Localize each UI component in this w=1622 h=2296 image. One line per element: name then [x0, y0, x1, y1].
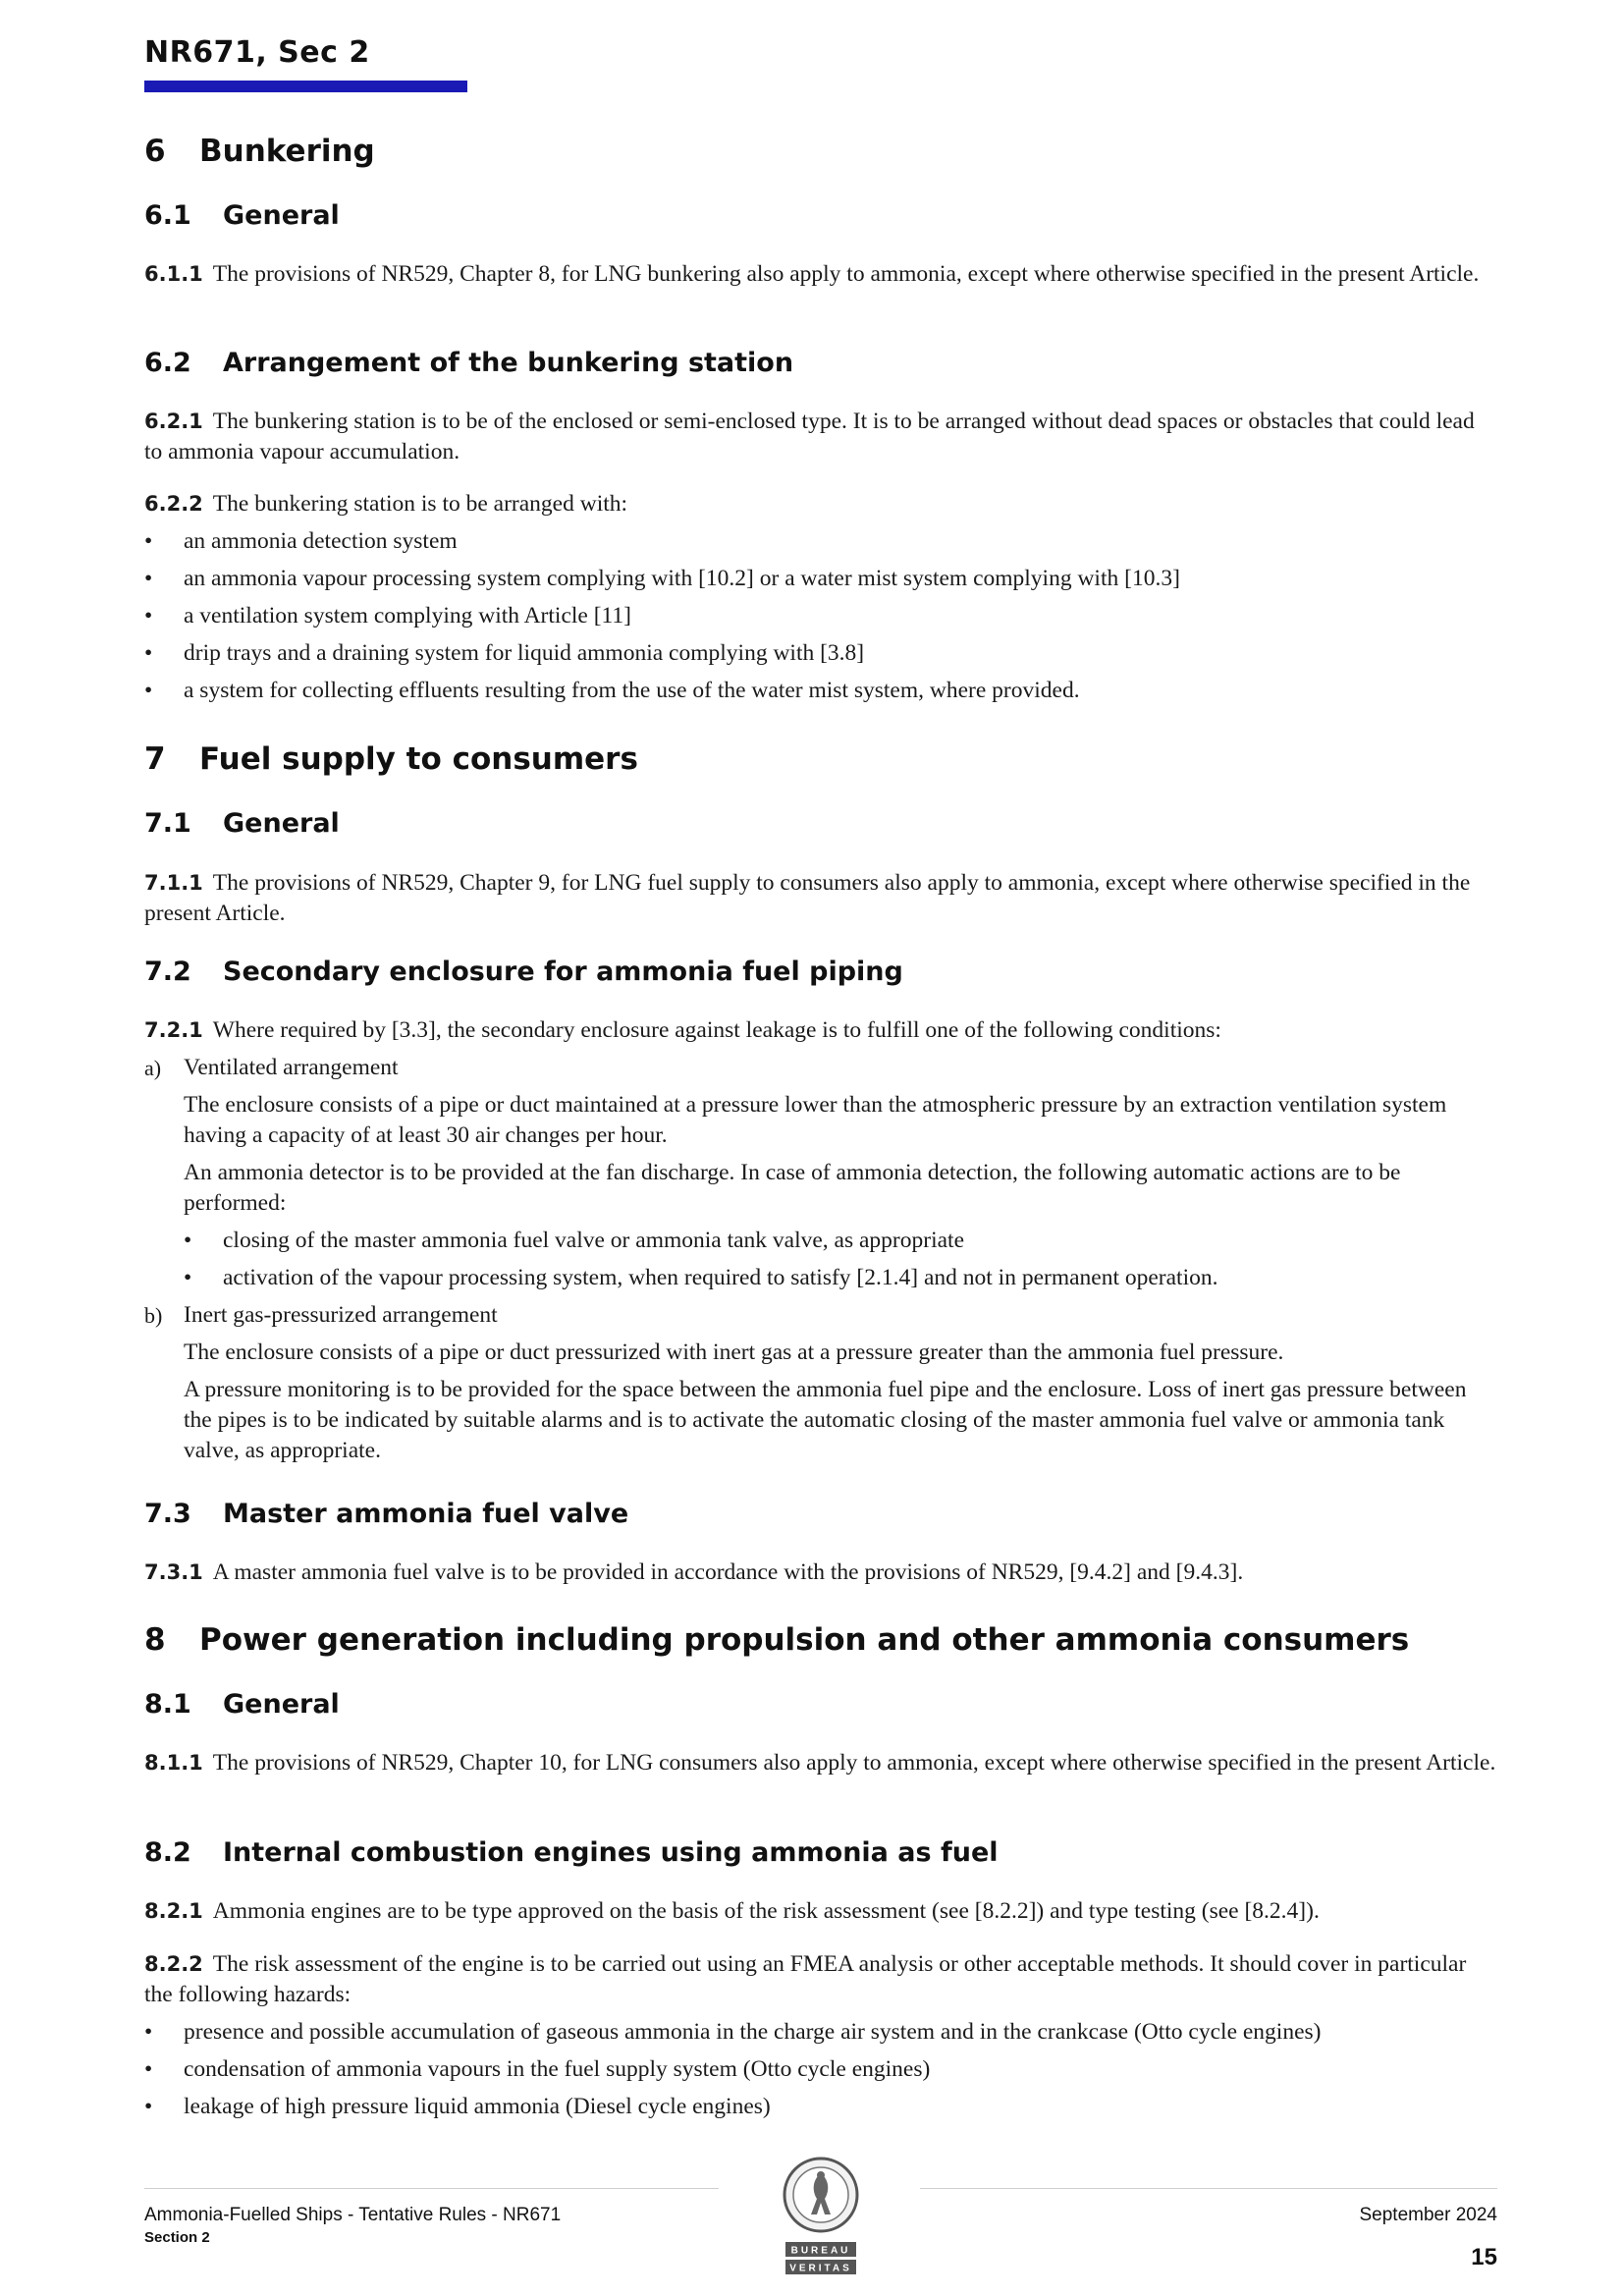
list-item: • condensation of ammonia vapours in the fuel supply system (Otto cycle engines)	[144, 2056, 931, 2082]
list-item: • presence and possible accumulation of gaseous ammonia in the charge air system and in the crankcase (Otto cycle engines)	[144, 2019, 1322, 2045]
article-number: 6.1.1	[144, 262, 203, 286]
list-item: • closing of the master ammonia fuel valve or ammonia tank valve, as appropriate	[184, 1228, 965, 1253]
subsection-8-1-heading	[144, 1689, 340, 1720]
subsection-number: 6.2	[144, 348, 191, 378]
logo-text-top: BUREAU	[790, 2245, 851, 2257]
subsection-title: Arrangement of the bunkering station	[223, 348, 794, 378]
article-7-1-1	[144, 868, 1497, 929]
subsection-title: General	[223, 200, 340, 231]
article-text: The risk assessment of the engine is to be carried out using an FMEA analysis or other acceptable methods. It should cover in particular the following hazards:	[144, 1951, 1467, 2007]
subsection-number: 8.1	[144, 1689, 191, 1720]
article-8-2-2	[144, 1949, 1497, 2010]
article-text: Ammonia engines are to be type approved on the basis of the risk assessment (see [8.2.2]) and type testing (see [8.2.4]).	[212, 1898, 1320, 1924]
article-7-2-1	[144, 1015, 1497, 1046]
footer-rule-right	[920, 2188, 1497, 2189]
option-title: Ventilated arrangement	[184, 1055, 399, 1080]
subsection-7-3-heading	[144, 1499, 628, 1529]
section-number: 7	[144, 741, 166, 777]
article-text: The provisions of NR529, Chapter 10, for LNG consumers also apply to ammonia, except where otherwise specified in the present Article.	[212, 1750, 1496, 1776]
option-b-para-2: A pressure monitoring is to be provided for the space between the ammonia fuel pipe and the enclosure. Loss of inert gas pressure between the pipes is to be indicated by suitable alarms and is to activate the automatic closing of the master ammonia fuel valve or ammonia tank valve, as appropriate.	[184, 1377, 1467, 1463]
article-number: 6.2.1	[144, 410, 203, 433]
list-item: • activation of the vapour processing system, when required to satisfy [2.1.4] and not in permanent operation.	[184, 1265, 1218, 1290]
article-text: Where required by [3.3], the secondary enclosure against leakage is to fulfill one of the following conditions:	[212, 1017, 1221, 1043]
list-item: • a system for collecting effluents resulting from the use of the water mist system, where provided.	[144, 678, 1080, 703]
subsection-number: 7.3	[144, 1499, 191, 1529]
subsection-7-2-heading	[144, 957, 903, 987]
footer-section: Section 2	[144, 2229, 210, 2246]
article-number: 8.1.1	[144, 1751, 203, 1775]
footer-document-title: Ammonia-Fuelled Ships - Tentative Rules - NR671	[144, 2205, 562, 2225]
article-text: The provisions of NR529, Chapter 9, for LNG fuel supply to consumers also apply to ammonia, except where otherwise specified in the present Article.	[144, 870, 1471, 926]
article-6-2-1	[144, 407, 1497, 467]
subsection-title: Master ammonia fuel valve	[223, 1499, 629, 1529]
subsection-number: 8.2	[144, 1837, 191, 1868]
list-item: • drip trays and a draining system for liquid ammonia complying with [3.8]	[144, 640, 865, 666]
option-title: Inert gas-pressurized arrangement	[184, 1302, 498, 1328]
article-number: 7.1.1	[144, 871, 203, 895]
article-number: 6.2.2	[144, 492, 203, 516]
subsection-number: 7.2	[144, 957, 191, 987]
option-label: a)	[144, 1056, 162, 1080]
subsection-8-2-heading	[144, 1837, 999, 1868]
footer-rule-left	[144, 2188, 719, 2189]
article-text: The bunkering station is to be of the enclosed or semi-enclosed type. It is to be arranged without dead spaces or obstacles that could lead to ammonia vapour accumulation.	[144, 409, 1475, 465]
article-number: 8.2.1	[144, 1899, 203, 1923]
subsection-number: 6.1	[144, 200, 191, 231]
section-7-heading	[144, 741, 638, 777]
article-text: The provisions of NR529, Chapter 8, for LNG bunkering also apply to ammonia, except where otherwise specified in the present Article.	[212, 261, 1480, 287]
option-label: b)	[144, 1303, 163, 1328]
section-title: Power generation including propulsion and other ammonia consumers	[199, 1622, 1410, 1658]
list-item: • leakage of high pressure liquid ammonia (Diesel cycle engines)	[144, 2094, 771, 2119]
subsection-title: General	[223, 808, 340, 839]
option-b-para-1: The enclosure consists of a pipe or duct pressurized with inert gas at a pressure greater than the ammonia fuel pressure.	[184, 1339, 1284, 1365]
subsection-title: Internal combustion engines using ammonia as fuel	[223, 1837, 999, 1868]
option-a-para-1: The enclosure consists of a pipe or duct maintained at a pressure lower than the atmospheric pressure by an extraction ventilation system having a capacity of at least 30 air changes per hour.	[184, 1092, 1447, 1148]
article-number: 7.3.1	[144, 1560, 203, 1584]
header-title: NR671, Sec 2	[144, 35, 370, 70]
article-6-1-1	[144, 259, 1497, 290]
section-8-heading	[144, 1622, 1409, 1658]
subsection-6-1-heading	[144, 200, 340, 231]
running-header	[144, 35, 370, 70]
article-6-2-2	[144, 489, 1497, 519]
subsection-title: General	[223, 1689, 340, 1720]
section-6-heading	[144, 134, 375, 169]
article-text: The bunkering station is to be arranged with:	[212, 491, 628, 517]
subsection-number: 7.1	[144, 808, 191, 839]
option-a-para-2: An ammonia detector is to be provided at the fan discharge. In case of ammonia detection, the following automatic actions are to be performed:	[184, 1160, 1401, 1216]
header-rule	[144, 81, 467, 92]
article-number: 8.2.2	[144, 1952, 203, 1976]
section-number: 8	[144, 1622, 166, 1658]
option-a	[144, 1053, 1497, 1083]
bureau-veritas-logo-icon	[772, 2154, 870, 2281]
list-item: • an ammonia detection system	[144, 528, 458, 554]
subsection-7-1-heading	[144, 808, 340, 839]
article-number: 7.2.1	[144, 1018, 203, 1042]
article-7-3-1	[144, 1558, 1497, 1588]
logo-text-bottom: VERITAS	[789, 2263, 852, 2274]
section-number: 6	[144, 134, 166, 169]
article-8-1-1	[144, 1748, 1497, 1778]
article-8-2-1	[144, 1896, 1497, 1927]
page-number: 15	[1471, 2244, 1497, 2270]
subsection-6-2-heading	[144, 348, 793, 378]
list-item: • a ventilation system complying with Article [11]	[144, 603, 631, 629]
subsection-title: Secondary enclosure for ammonia fuel piping	[223, 957, 903, 987]
footer-date: September 2024	[1359, 2205, 1497, 2225]
section-title: Bunkering	[199, 134, 375, 169]
list-item: • an ammonia vapour processing system complying with [10.2] or a water mist system complying with [10.3]	[144, 566, 1180, 591]
option-b	[144, 1300, 1497, 1331]
article-text: A master ammonia fuel valve is to be provided in accordance with the provisions of NR529, [9.4.2] and [9.4.3].	[212, 1559, 1244, 1585]
section-title: Fuel supply to consumers	[199, 741, 638, 777]
